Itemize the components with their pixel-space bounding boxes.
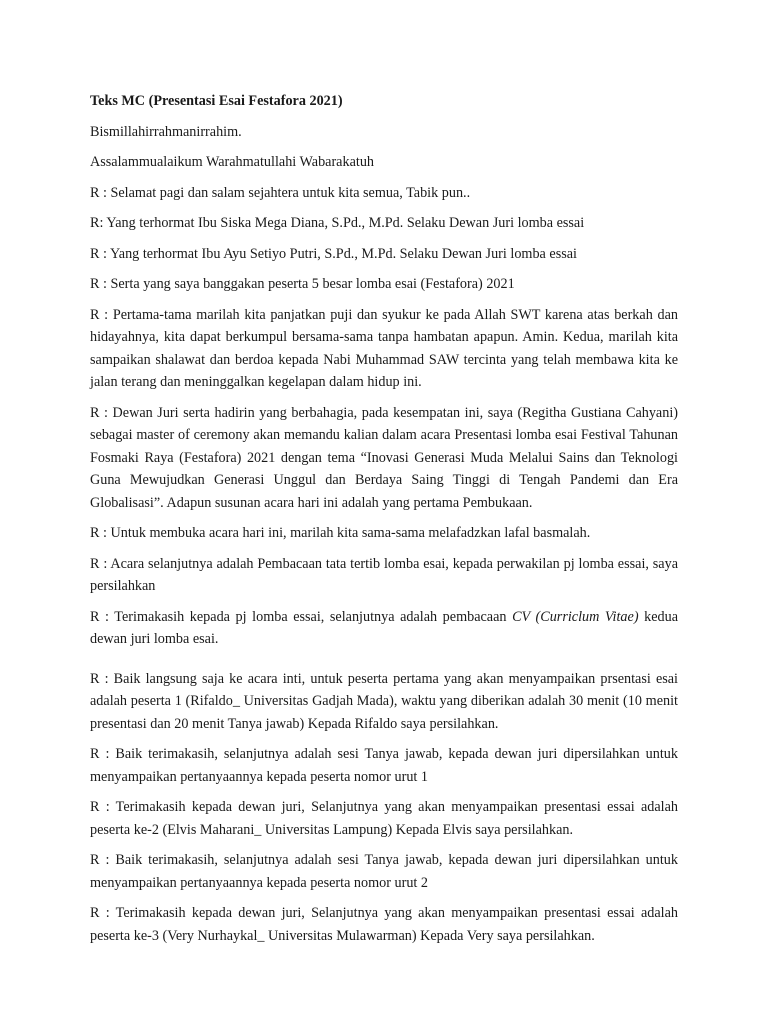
cv-text-after: kedua dewan juri lomba esai. xyxy=(90,608,678,647)
paragraph-rules: R : Acara selanjutnya adalah Pembacaan tata tertib lomba esai, kepada perwakilan pj lomba essai, saya persilahkan xyxy=(90,555,678,594)
paragraph-bismillah: Bismillahirrahmanirrahim. xyxy=(90,123,242,140)
paragraph-cv xyxy=(90,606,678,651)
paragraph-participant-2: R : Terimakasih kepada dewan juri, Selanjutnya yang akan menyampaikan presentasi essai adalah peserta ke-2 (Elvis Maharani_ Universitas Lampung) Kepada Elvis saya persilahkan. xyxy=(90,799,678,838)
paragraph-event-intro: R : Dewan Juri serta hadirin yang berbahagia, pada kesempatan ini, saya (Regitha Gustiana Cahyani) sebagai master of ceremony akan memandu kalian dalam acara Presentasi lomba esai Festival Tahunan Fosmaki Raya (Festafora) 2021 dengan tema “Inovasi Generasi Muda Melalui Sains dan Teknologi Guna Mewujudkan Generasi Unggul dan Berdaya Saing Tinggi di Tengah Pandemi dan Era Globalisasi”. Adapun susunan acara hari ini adalah yang pertama Pembukaan. xyxy=(90,404,678,511)
paragraph-basmalah: R : Untuk membuka acara hari ini, marilah kita sama-sama melafadzkan lafal basmalah. xyxy=(90,525,591,541)
cv-text-italic: CV (Curriclum Vitae) xyxy=(512,608,639,625)
paragraph-judge-1: R: Yang terhormat Ibu Siska Mega Diana, S.Pd., M.Pd. Selaku Dewan Juri lomba essai xyxy=(90,215,585,231)
document-title: Teks MC (Presentasi Esai Festafora 2021) xyxy=(90,93,343,109)
paragraph-qa-2: R : Baik terimakasih, selanjutnya adalah sesi Tanya jawab, kepada dewan juri dipersilahkan untuk menyampaikan pertanyaannya kepada peserta nomor urut 2 xyxy=(90,852,678,891)
paragraph-greeting: R : Selamat pagi dan salam sejahtera untuk kita semua, Tabik pun.. xyxy=(90,184,471,201)
paragraph-salam: Assalammualaikum Warahmatullahi Wabarakatuh xyxy=(90,154,375,170)
paragraph-opening-prayer: R : Pertama-tama marilah kita panjatkan puji dan syukur ke pada Allah SWT karena atas berkah dan hidayahnya, kita dapat berkumpul bersama-sama tanpa hambatan apapun. Amin. Kedua, marilah kita sampaikan shalawat dan berdoa kepada Nabi Muhammad SAW tercinta yang telah membawa kita ke jalan terang dan meninggalkan kegelapan dalam hidup ini. xyxy=(90,306,678,390)
paragraph-participant-1: R : Baik langsung saja ke acara inti, untuk peserta pertama yang akan menyampaikan prsentasi esai adalah peserta 1 (Rifaldo_ Universitas Gadjah Mada), waktu yang diberikan adalah 30 menit (10 menit presentasi dan 20 menit Tanya jawab) Kepada Rifaldo saya persilahkan. xyxy=(90,670,678,732)
paragraph-judge-2: R : Yang terhormat Ibu Ayu Setiyo Putri, S.Pd., M.Pd. Selaku Dewan Juri lomba essai xyxy=(90,245,577,262)
paragraph-qa-1: R : Baik terimakasih, selanjutnya adalah sesi Tanya jawab, kepada dewan juri dipersilahkan untuk menyampaikan pertanyaannya kepada peserta nomor urut 1 xyxy=(90,746,678,785)
paragraph-participant-3: R : Terimakasih kepada dewan juri, Selanjutnya yang akan menyampaikan presentasi essai adalah peserta ke-3 (Very Nurhaykal_ Universitas Mulawarman) Kepada Very saya persilahkan. xyxy=(90,905,678,944)
paragraph-participants: R : Serta yang saya banggakan peserta 5 besar lomba esai (Festafora) 2021 xyxy=(90,276,515,292)
cv-text-before: R : Terimakasih kepada pj lomba essai, selanjutnya adalah pembacaan xyxy=(90,608,513,625)
